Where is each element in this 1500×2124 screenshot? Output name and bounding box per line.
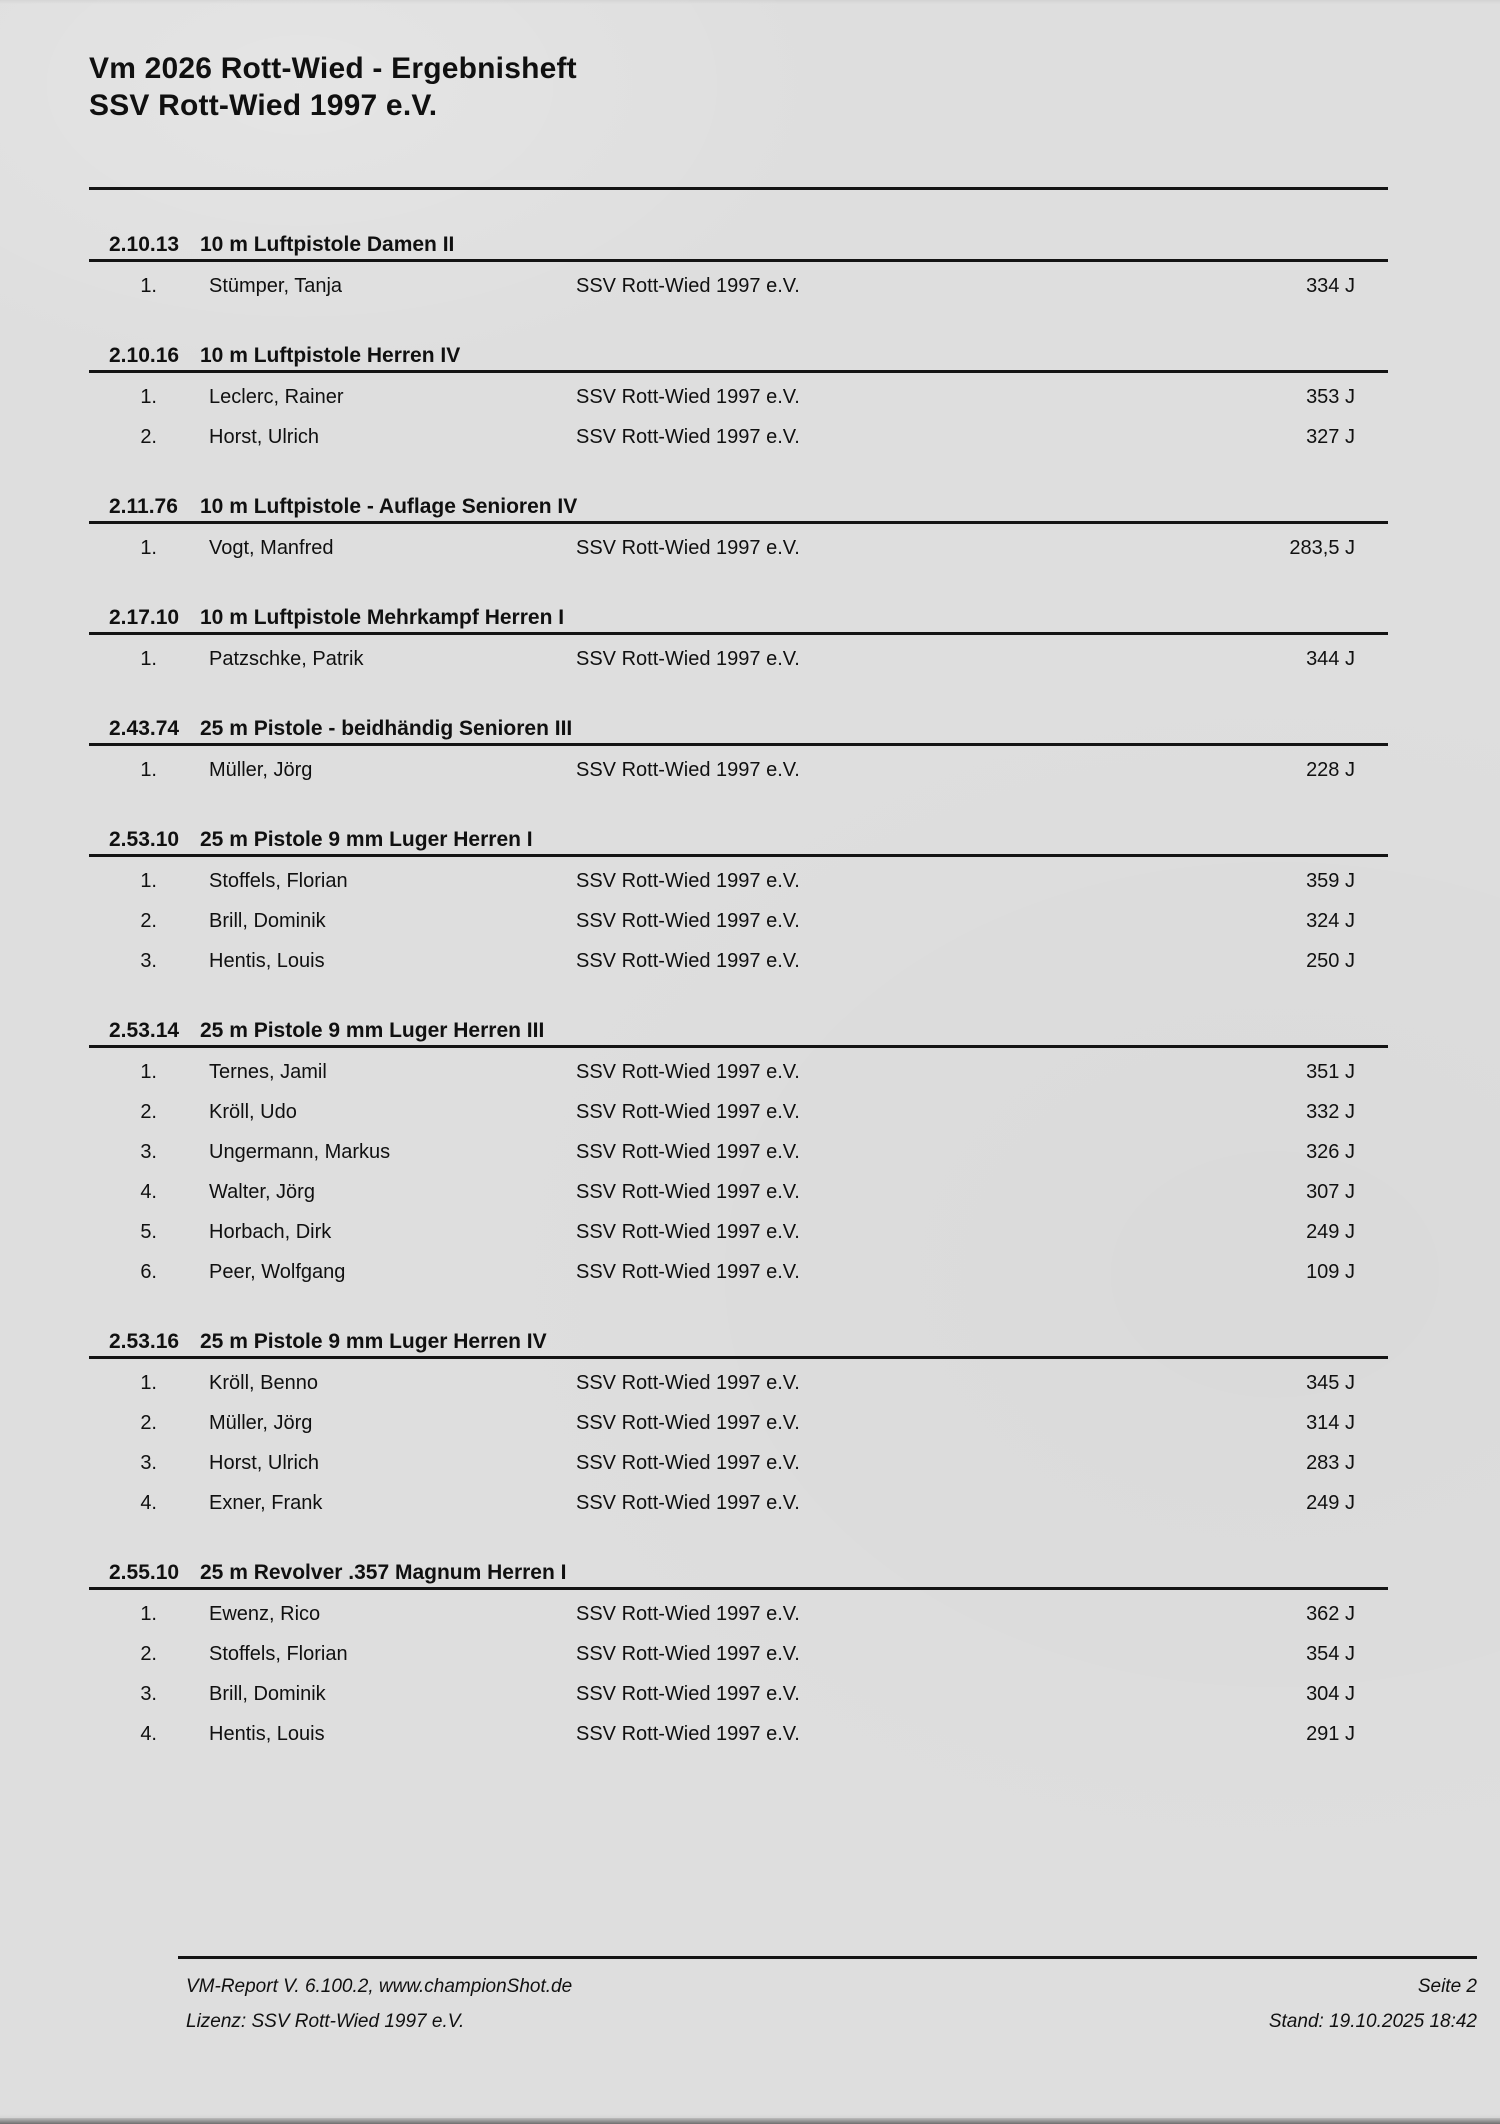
rank: 3. [140,1141,157,1163]
club-name: SSV Rott-Wied 1997 e.V. [576,1603,800,1625]
result-rows [89,373,1388,457]
discipline-section [89,1019,1388,1292]
club-name: SSV Rott-Wied 1997 e.V. [576,910,800,932]
club-name: SSV Rott-Wied 1997 e.V. [576,1372,800,1394]
club-name: SSV Rott-Wied 1997 e.V. [576,426,800,448]
discipline-header [89,1330,1388,1354]
club-name: SSV Rott-Wied 1997 e.V. [576,386,800,408]
discipline-title: 25 m Pistole 9 mm Luger Herren III [200,1019,545,1042]
header-divider [89,187,1388,190]
shooter-name: Exner, Frank [209,1492,323,1514]
shooter-name: Ternes, Jamil [209,1061,327,1083]
shooter-name: Stoffels, Florian [209,870,348,892]
discipline-code: 2.10.13 [109,233,180,256]
rank: 2. [140,1412,157,1434]
club-name: SSV Rott-Wied 1997 e.V. [576,1412,800,1434]
shooter-name: Müller, Jörg [209,759,313,781]
result-row [89,1052,1388,1092]
shooter-name: Patzschke, Patrik [209,648,364,670]
result-rows [89,857,1388,981]
rank: 1. [140,648,157,670]
club-name: SSV Rott-Wied 1997 e.V. [576,950,800,972]
score: 314 J [1306,1412,1355,1434]
score: 326 J [1306,1141,1355,1163]
page-number: Seite 2 [1417,1976,1477,1997]
page-footer [178,1956,1477,2039]
shooter-name: Kröll, Benno [209,1372,318,1394]
club-name: SSV Rott-Wied 1997 e.V. [576,1683,800,1705]
shooter-name: Brill, Dominik [209,1683,326,1705]
discipline-title: 10 m Luftpistole Mehrkampf Herren I [200,606,565,629]
result-row [89,1443,1388,1483]
rank: 1. [140,537,157,559]
result-rows [89,635,1388,679]
result-row [89,1483,1388,1523]
shooter-name: Stoffels, Florian [209,1643,348,1665]
rank: 3. [140,1683,157,1705]
rank: 5. [140,1221,157,1243]
report-timestamp: Stand: 19.10.2025 18:42 [1268,2011,1477,2032]
score: 283,5 J [1289,537,1355,559]
discipline-section [89,606,1388,679]
shooter-name: Horst, Ulrich [209,1452,320,1474]
discipline-title: 25 m Revolver .357 Magnum Herren I [200,1561,567,1584]
result-rows [89,1590,1388,1754]
club-name: SSV Rott-Wied 1997 e.V. [576,1643,800,1665]
discipline-section [89,495,1388,568]
footer-content [178,1959,1477,2039]
discipline-section [89,1561,1388,1754]
rank: 1. [140,759,157,781]
rank: 1. [140,275,157,297]
result-row [89,528,1388,568]
shooter-name: Peer, Wolfgang [209,1261,346,1283]
score: 304 J [1306,1683,1355,1705]
report-version: VM-Report V. 6.100.2, www.championShot.de [186,1976,573,1997]
footer-right [1269,1969,1477,2039]
club-name: SSV Rott-Wied 1997 e.V. [576,1452,800,1474]
shooter-name: Kröll, Udo [209,1101,297,1123]
rank: 4. [140,1492,157,1514]
result-row [89,1252,1388,1292]
score: 353 J [1306,386,1355,408]
club-name: SSV Rott-Wied 1997 e.V. [576,870,800,892]
score: 324 J [1306,910,1355,932]
score: 345 J [1306,1372,1355,1394]
score: 354 J [1306,1643,1355,1665]
discipline-code: 2.43.74 [109,717,180,740]
club-name: SSV Rott-Wied 1997 e.V. [576,1723,800,1745]
rank: 1. [140,1061,157,1083]
result-row [89,1714,1388,1754]
score: 327 J [1306,426,1355,448]
discipline-header [89,233,1388,257]
scan-bottom-edge [0,2118,1500,2124]
discipline-header [89,828,1388,852]
result-row [89,861,1388,901]
score: 109 J [1306,1261,1355,1283]
discipline-header [89,717,1388,741]
club-name: SSV Rott-Wied 1997 e.V. [576,537,800,559]
discipline-header [89,344,1388,368]
document-title-line1: Vm 2026 Rott-Wied - Ergebnisheft [89,52,577,85]
document-title-line2: SSV Rott-Wied 1997 e.V. [89,89,438,122]
shooter-name: Stümper, Tanja [209,275,343,297]
score: 283 J [1306,1452,1355,1474]
discipline-title: 25 m Pistole 9 mm Luger Herren IV [200,1330,547,1353]
license-info: Lizenz: SSV Rott-Wied 1997 e.V. [186,2011,465,2032]
discipline-section [89,1330,1388,1523]
rank: 3. [140,1452,157,1474]
result-row [89,1212,1388,1252]
rank: 2. [140,426,157,448]
score: 250 J [1306,950,1355,972]
club-name: SSV Rott-Wied 1997 e.V. [576,1061,800,1083]
result-row [89,377,1388,417]
score: 228 J [1306,759,1355,781]
score: 307 J [1306,1181,1355,1203]
result-row [89,1594,1388,1634]
result-row [89,941,1388,981]
discipline-header [89,1561,1388,1585]
club-name: SSV Rott-Wied 1997 e.V. [576,1261,800,1283]
shooter-name: Hentis, Louis [209,1723,325,1745]
result-row [89,1172,1388,1212]
discipline-title: 25 m Pistole 9 mm Luger Herren I [200,828,533,851]
discipline-code: 2.11.76 [109,495,178,518]
discipline-title: 10 m Luftpistole Damen II [200,233,455,256]
footer-left [178,1969,572,2039]
discipline-section [89,717,1388,790]
score: 332 J [1306,1101,1355,1123]
shooter-name: Leclerc, Rainer [209,386,344,408]
discipline-header [89,495,1388,519]
result-rows [89,524,1388,568]
discipline-header [89,606,1388,630]
result-row [89,266,1388,306]
result-rows [89,746,1388,790]
discipline-header [89,1019,1388,1043]
club-name: SSV Rott-Wied 1997 e.V. [576,1221,800,1243]
rank: 4. [140,1181,157,1203]
shooter-name: Ungermann, Markus [209,1141,391,1163]
discipline-code: 2.53.14 [109,1019,180,1042]
rank: 3. [140,950,157,972]
score: 351 J [1306,1061,1355,1083]
club-name: SSV Rott-Wied 1997 e.V. [576,1101,800,1123]
club-name: SSV Rott-Wied 1997 e.V. [576,1492,800,1514]
club-name: SSV Rott-Wied 1997 e.V. [576,648,800,670]
rank: 2. [140,1101,157,1123]
rank: 2. [140,1643,157,1665]
result-row [89,901,1388,941]
shooter-name: Walter, Jörg [209,1181,315,1203]
document-title [89,0,1388,124]
discipline-title: 10 m Luftpistole - Auflage Senioren IV [200,495,578,518]
result-rows [89,262,1388,306]
discipline-section [89,344,1388,457]
shooter-name: Horbach, Dirk [209,1221,332,1243]
discipline-title: 10 m Luftpistole Herren IV [200,344,461,367]
result-row [89,1403,1388,1443]
club-name: SSV Rott-Wied 1997 e.V. [576,275,800,297]
discipline-code: 2.53.16 [109,1330,180,1353]
rank: 2. [140,910,157,932]
result-row [89,1132,1388,1172]
score: 344 J [1306,648,1355,670]
results-list [89,233,1388,1754]
discipline-section [89,233,1388,306]
shooter-name: Brill, Dominik [209,910,326,932]
result-row [89,1674,1388,1714]
rank: 1. [140,870,157,892]
rank: 1. [140,386,157,408]
discipline-code: 2.10.16 [109,344,180,367]
result-row [89,417,1388,457]
shooter-name: Müller, Jörg [209,1412,313,1434]
rank: 6. [140,1261,157,1283]
club-name: SSV Rott-Wied 1997 e.V. [576,1141,800,1163]
shooter-name: Vogt, Manfred [209,537,334,559]
shooter-name: Ewenz, Rico [209,1603,321,1625]
score: 291 J [1306,1723,1355,1745]
result-row [89,1092,1388,1132]
discipline-code: 2.17.10 [109,606,180,629]
score: 249 J [1306,1492,1355,1514]
report-page [89,0,1477,2124]
discipline-code: 2.53.10 [109,828,180,851]
score: 334 J [1306,275,1355,297]
result-rows [89,1359,1388,1523]
score: 362 J [1306,1603,1355,1625]
result-row [89,750,1388,790]
score: 359 J [1306,870,1355,892]
shooter-name: Hentis, Louis [209,950,325,972]
rank: 1. [140,1372,157,1394]
result-rows [89,1048,1388,1292]
result-row [89,1634,1388,1674]
rank: 1. [140,1603,157,1625]
discipline-title: 25 m Pistole - beidhändig Senioren III [200,717,573,740]
discipline-code: 2.55.10 [109,1561,180,1584]
rank: 4. [140,1723,157,1745]
club-name: SSV Rott-Wied 1997 e.V. [576,759,800,781]
result-row [89,1363,1388,1403]
shooter-name: Horst, Ulrich [209,426,320,448]
result-row [89,639,1388,679]
score: 249 J [1306,1221,1355,1243]
discipline-section [89,828,1388,981]
club-name: SSV Rott-Wied 1997 e.V. [576,1181,800,1203]
